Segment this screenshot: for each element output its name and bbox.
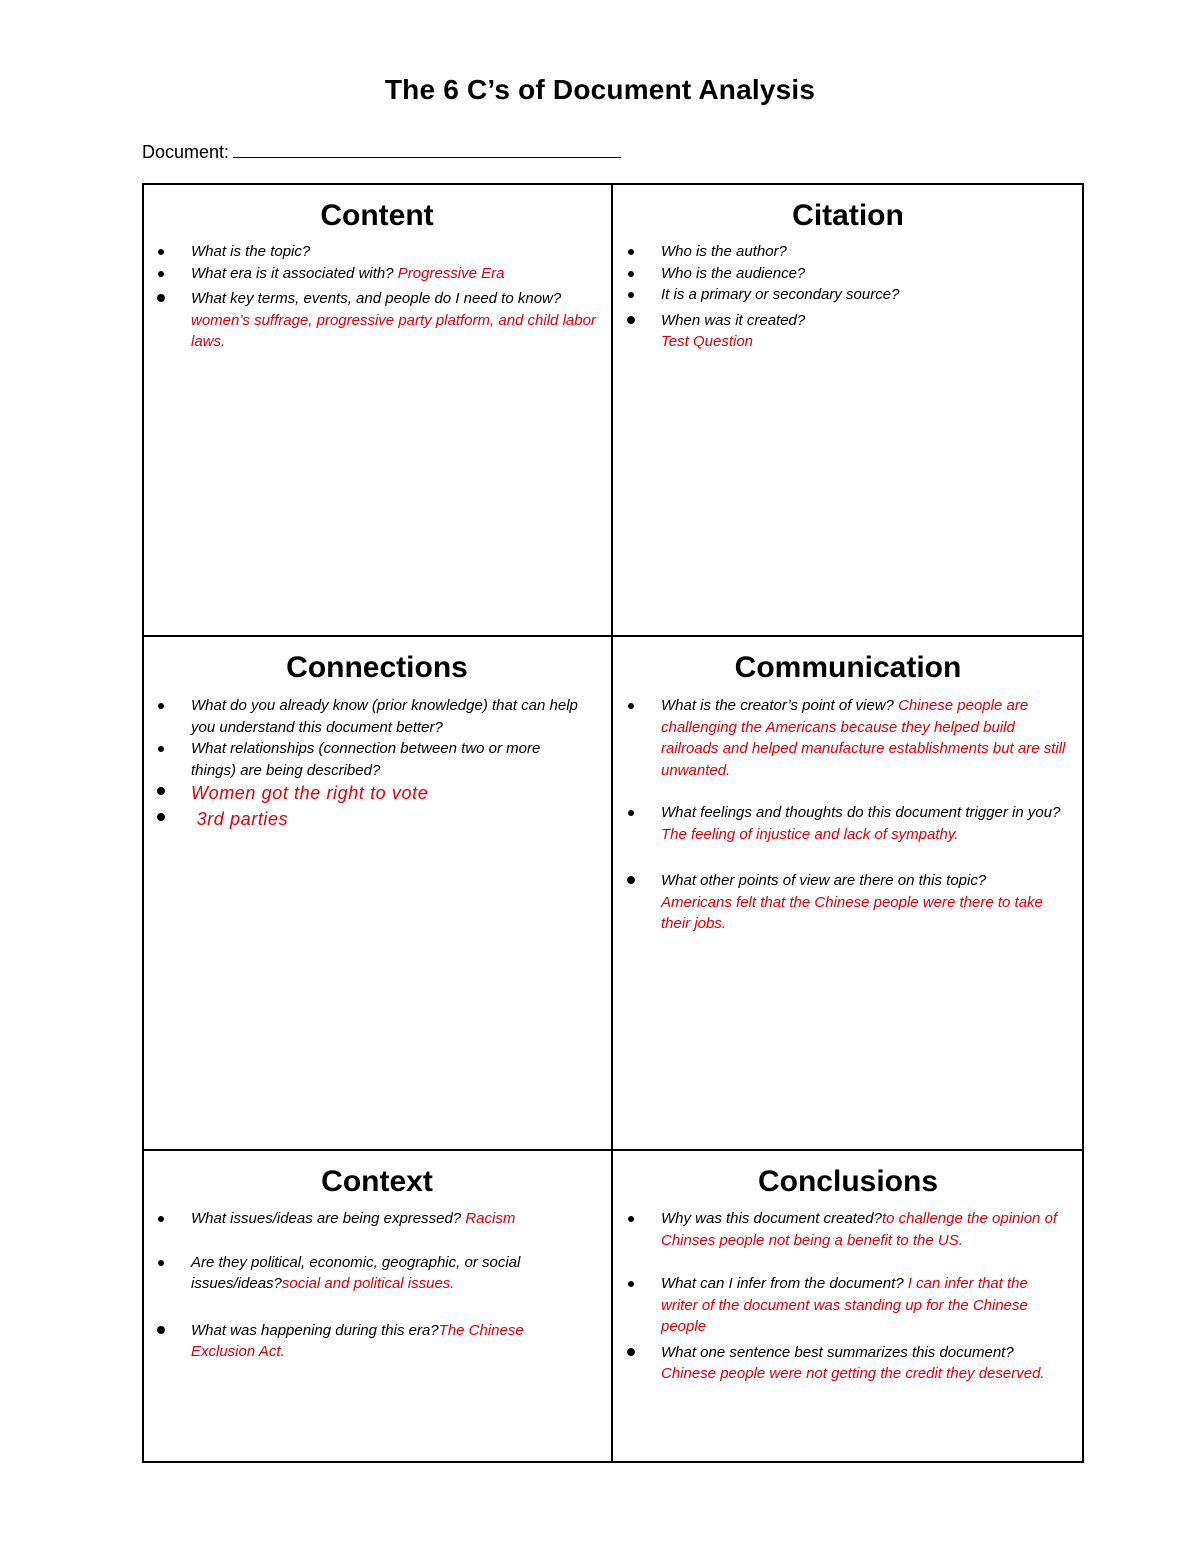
answer-text: Women got the right to vote [191,783,429,803]
question-text: What era is it associated with? [191,264,398,282]
question-list [614,1208,1082,1385]
list-item [614,695,1068,781]
cell-heading: Conclusions [757,1165,938,1198]
answer-text: Progressive Era [397,264,505,282]
list-item [144,695,584,738]
question-text: What is the topic? [191,243,311,260]
list-item [614,802,1068,845]
question-text: What can I infer from the document? [661,1275,908,1292]
answer-text: Americans felt that the Chinese people were there to take their jobs. [661,893,1043,932]
list-item [614,284,1082,306]
answer-text: women’s suffrage, progressive party platform, and child labor laws. [191,311,596,350]
list-item [144,241,610,263]
list-item [614,263,1082,285]
list-item [614,1208,1068,1251]
document-label: Document: [142,142,230,162]
list-item [144,1208,570,1230]
list-item [144,263,610,285]
question-text: Are they political, economic, geographic, or social issues/ideas? [191,1253,521,1292]
answer-text: The feeling of injustice and lack of sympathy. [661,825,959,843]
answer-text: Chinese people are challenging the Americans because they helped build railroads and helped manufacture establishments but are still unwanted. [661,697,1066,779]
cell-content [144,199,610,353]
cell-conclusions [614,1165,1082,1385]
question-text: Who is the audience? [661,264,806,282]
question-text: What feelings and thoughts do this document trigger in you? [661,804,1061,821]
question-text: What issues/ideas are being expressed? [191,1210,466,1227]
list-item [614,1342,1068,1385]
question-text: It is a primary or secondary source? [661,286,900,303]
answer-text: 3rd parties [191,809,289,829]
list-item [614,1273,1068,1338]
cell-context [144,1165,610,1363]
cell-heading: Communication [734,651,962,684]
list-item [144,1320,570,1363]
list-item [144,807,584,833]
list-item [614,241,1082,263]
document-field [142,138,621,163]
question-list [144,1208,610,1363]
question-text: What other points of view are there on this topic? [661,872,987,889]
question-text: Who is the author? [661,243,787,260]
list-item [144,288,610,353]
question-text: What one sentence best summarizes this document? [661,1343,1014,1361]
grid-row-divider-2 [142,1149,1084,1151]
cell-heading: Context [321,1165,433,1198]
question-text: When was it created? [661,311,806,329]
question-list [144,241,610,353]
page-title: The 6 C’s of Document Analysis [384,74,816,105]
question-list [614,695,1082,935]
question-text: What is the creator’s point of view? [661,697,899,714]
list-item [614,310,1082,353]
question-text: Why was this document created? [661,1210,882,1227]
question-text: What was happening during this era? [191,1321,439,1339]
question-list [144,695,610,833]
list-item [144,781,584,807]
answer-text: Racism [465,1210,516,1227]
cell-heading: Connections [286,651,468,684]
cell-heading: Content [320,199,434,232]
answer-text: The Chinese Exclusion Act. [191,1321,524,1360]
question-text: What key terms, events, and people do I need to know? [191,290,562,307]
question-text: What do you already know (prior knowledge) that can help you understand this document better? [191,697,578,736]
cell-connections [144,651,610,833]
cell-citation [614,199,1082,353]
list-item [144,1252,570,1295]
cell-communication [614,651,1082,935]
answer-text: social and political issues. [281,1275,455,1292]
answer-text: to challenge the opinion of Chinses people not being a benefit to the US. [661,1210,1058,1249]
grid-row-divider-1 [142,635,1084,637]
list-item [144,738,584,781]
answer-text: Chinese people were not getting the credit they deserved. [661,1365,1045,1382]
cell-heading: Citation [792,199,904,232]
list-item [614,870,1068,935]
grid-vertical-divider [611,183,613,1463]
answer-text: Test Question [661,333,753,350]
question-list [614,241,1082,353]
answer-text: I can infer that the writer of the document was standing up for the Chinese people [661,1275,1028,1335]
question-text: What relationships (connection between two or more things) are being described? [191,740,541,779]
document-blank-line[interactable] [233,138,621,158]
